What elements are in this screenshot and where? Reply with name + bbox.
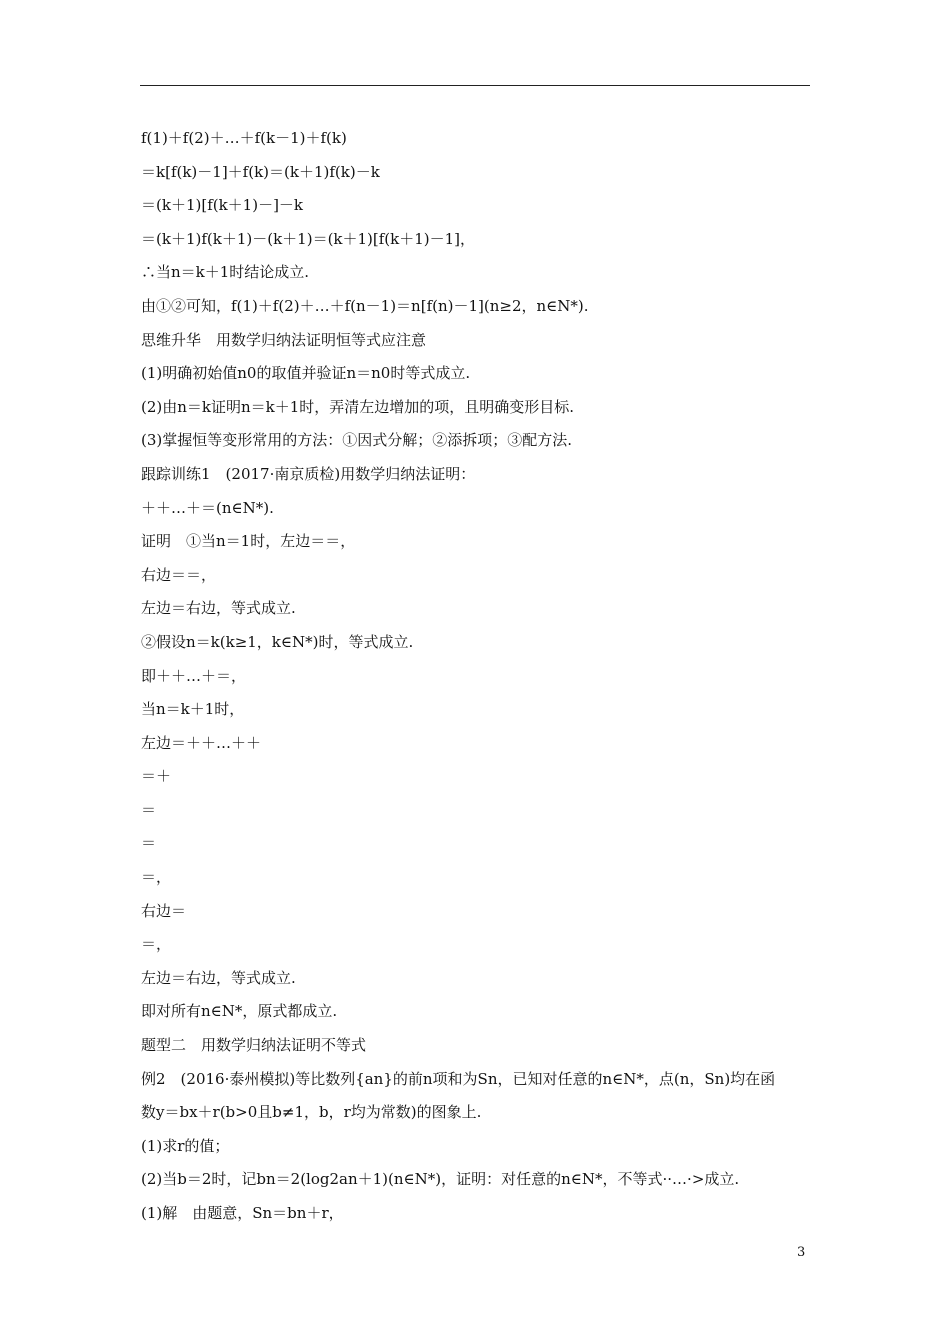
text-line: ＝(k＋1)[f(k＋1)－]－k xyxy=(141,196,304,215)
document-body xyxy=(141,122,821,1231)
text-line: 由①②可知，f(1)＋f(2)＋…＋f(n－1)＝n[f(n)－1](n≥2，n∈N*). xyxy=(141,296,589,315)
text-line: ＝， xyxy=(141,868,172,887)
text-line: ＝ xyxy=(141,834,157,853)
header-rule xyxy=(140,85,810,86)
text-line: 即＋＋…＋＝， xyxy=(141,666,247,685)
exercise-heading: 跟踪训练1 (2017·南京质检)用数学归纳法证明： xyxy=(141,464,476,483)
text-line: (1)求r的值； xyxy=(141,1136,230,1155)
text-line: (2)由n＝k证明n＝k＋1时，弄清左边增加的项，且明确变形目标. xyxy=(141,397,575,416)
text-line: ＝ xyxy=(141,800,157,819)
text-line: (1)明确初始值n0的取值并验证n＝n0时等式成立. xyxy=(141,364,471,383)
text-line: 证明 ①当n＝1时，左边＝＝， xyxy=(141,532,356,551)
section-heading: 题型二 用数学归纳法证明不等式 xyxy=(141,1036,367,1055)
page-number: 3 xyxy=(797,1245,806,1260)
text-line: ②假设n＝k(k≥1，k∈N*)时，等式成立. xyxy=(141,632,414,651)
section-heading: 思维升华 用数学归纳法证明恒等式应注意 xyxy=(141,330,427,349)
text-line: 当n＝k＋1时， xyxy=(141,700,245,719)
text-line: ∴当n＝k＋1时结论成立. xyxy=(141,263,310,282)
text-line: (1)解 由题意，Sn＝bn＋r， xyxy=(141,1204,344,1222)
text-line: 即对所有n∈N*，原式都成立. xyxy=(141,1002,338,1021)
text-line: f(1)＋f(2)＋…＋f(k－1)＋f(k) xyxy=(141,129,347,147)
text-line: ＝， xyxy=(141,935,172,954)
text-line: ＝＋ xyxy=(141,767,172,786)
text-line: (3)掌握恒等变形常用的方法：①因式分解；②添拆项；③配方法. xyxy=(141,431,573,450)
text-line: ＝(k＋1)f(k＋1)－(k＋1)＝(k＋1)[f(k＋1)－1]， xyxy=(141,229,476,248)
text-line: 左边＝＋＋…＋＋ xyxy=(141,733,262,752)
text-line: 右边＝＝， xyxy=(141,565,217,584)
text-line: (2)当b＝2时，记bn＝2(log2an＋1)(n∈N*)，证明：对任意的n∈N*，不等式··…·>成立. xyxy=(141,1170,740,1189)
text-line: 右边＝ xyxy=(141,901,187,920)
text-line: 左边＝右边，等式成立. xyxy=(141,968,296,987)
text-line: 例2 (2016·泰州模拟)等比数列{an}的前n项和为Sn，已知对任意的n∈N*，点(n，Sn)均在函 xyxy=(141,1069,776,1088)
text-line: 数y＝bx＋r(b>0且b≠1，b，r均为常数)的图象上. xyxy=(141,1103,482,1122)
text-line: ＋＋…＋＝(n∈N*). xyxy=(141,498,274,517)
text-line: ＝k[f(k)－1]＋f(k)＝(k＋1)f(k)－k xyxy=(141,162,380,181)
text-line: 左边＝右边，等式成立. xyxy=(141,599,296,618)
